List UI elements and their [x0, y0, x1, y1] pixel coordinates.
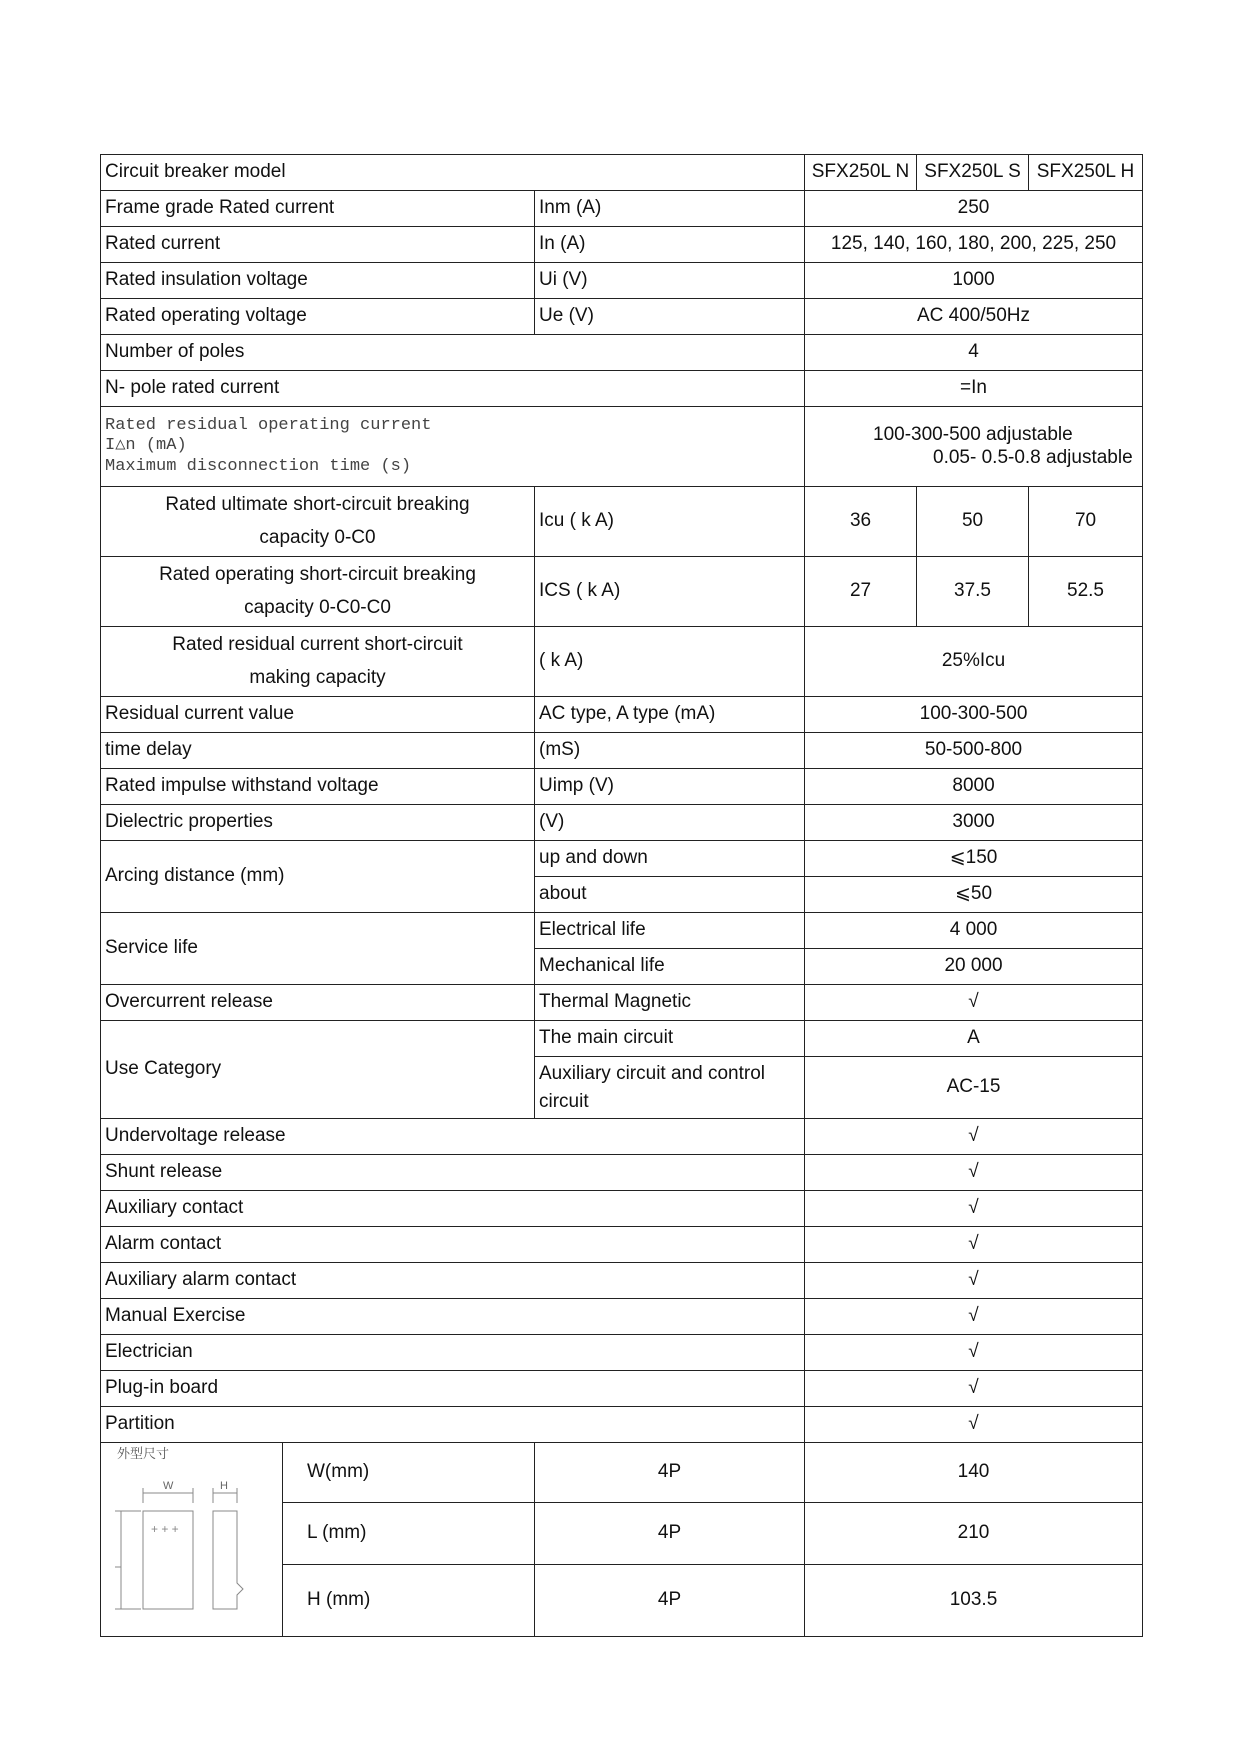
residual-label-line1: Rated residual operating current: [105, 415, 432, 435]
dielectric-value: 3000: [805, 805, 1143, 841]
dielectric-label: Dielectric properties: [101, 805, 535, 841]
making-unit: ( k A): [535, 627, 805, 697]
service-label: Service life: [101, 913, 535, 985]
making-label-line1: Rated residual current short-circuit: [172, 634, 463, 656]
accessory-check: √: [805, 1371, 1143, 1407]
dielectric-row: [101, 805, 1143, 841]
frame-row: [101, 191, 1143, 227]
arcing-value-updown: ⩽150: [805, 841, 1143, 877]
icu-value-n: 36: [805, 487, 917, 557]
operating-voltage-unit: Ue (V): [535, 299, 805, 335]
ics-value-h: 52.5: [1029, 557, 1143, 627]
accessory-row: [101, 1407, 1143, 1443]
residual-value: [805, 407, 1143, 487]
icu-label: [101, 487, 535, 557]
dimension-sketch: [101, 1443, 283, 1637]
ics-row: [101, 557, 1143, 627]
accessory-label: Shunt release: [101, 1155, 805, 1191]
poles-value: 4: [805, 335, 1143, 371]
category-value-aux: AC-15: [805, 1057, 1143, 1119]
accessory-label: Alarm contact: [101, 1227, 805, 1263]
time-delay-label: time delay: [101, 733, 535, 769]
icu-row: [101, 487, 1143, 557]
accessory-row: [101, 1371, 1143, 1407]
residual-label-line2: I△n (mA): [105, 436, 187, 456]
residual-label-line3: Maximum disconnection time (s): [105, 456, 412, 476]
model-h: SFX250L H: [1029, 155, 1143, 191]
accessory-row: [101, 1227, 1143, 1263]
residual-label: [101, 407, 805, 487]
n-pole-label: N- pole rated current: [101, 371, 805, 407]
accessory-check: √: [805, 1227, 1143, 1263]
service-sub-mechanical: Mechanical life: [535, 949, 805, 985]
accessory-row: [101, 1155, 1143, 1191]
impulse-label: Rated impulse withstand voltage: [101, 769, 535, 805]
icu-value-h: 70: [1029, 487, 1143, 557]
side-view-outline: [213, 1511, 243, 1609]
arcing-value-about: ⩽50: [805, 877, 1143, 913]
service-value-electrical: 4 000: [805, 913, 1143, 949]
overcurrent-unit: Thermal Magnetic: [535, 985, 805, 1021]
frame-label: Frame grade Rated current: [101, 191, 535, 227]
service-row-1: [101, 913, 1143, 949]
rated-current-unit: In (A): [535, 227, 805, 263]
arcing-sub-updown: up and down: [535, 841, 805, 877]
category-sub-aux: [535, 1057, 805, 1119]
accessory-label: Partition: [101, 1407, 805, 1443]
n-pole-row: [101, 371, 1143, 407]
frame-unit: Inm (A): [535, 191, 805, 227]
dimension-label: L (mm): [283, 1503, 535, 1565]
sketch-marks: + + +: [151, 1521, 179, 1536]
dimension-poles: 4P: [535, 1565, 805, 1637]
dimension-value: 103.5: [805, 1565, 1143, 1637]
ics-label-line1: Rated operating short-circuit breaking: [159, 564, 476, 586]
accessory-label: Electrician: [101, 1335, 805, 1371]
category-sub-aux-line1: Auxiliary circuit and control: [539, 1062, 765, 1084]
rated-current-value: 125, 140, 160, 180, 200, 225, 250: [805, 227, 1143, 263]
insulation-label: Rated insulation voltage: [101, 263, 535, 299]
operating-voltage-row: [101, 299, 1143, 335]
residual-current-label: Residual current value: [101, 697, 535, 733]
accessory-check: √: [805, 1191, 1143, 1227]
category-row-1: [101, 1021, 1143, 1057]
service-value-mechanical: 20 000: [805, 949, 1143, 985]
dimension-label: H (mm): [283, 1565, 535, 1637]
ics-value-s: 37.5: [917, 557, 1029, 627]
accessory-label: Auxiliary alarm contact: [101, 1263, 805, 1299]
residual-current-unit: AC type, A type (mA): [535, 697, 805, 733]
residual-value-row: [101, 697, 1143, 733]
accessory-check: √: [805, 1155, 1143, 1191]
icu-unit: Icu ( k A): [535, 487, 805, 557]
rated-current-row: [101, 227, 1143, 263]
making-label: [101, 627, 535, 697]
impulse-value: 8000: [805, 769, 1143, 805]
accessory-label: Undervoltage release: [101, 1119, 805, 1155]
n-pole-value: =In: [805, 371, 1143, 407]
overcurrent-value: √: [805, 985, 1143, 1021]
model-s: SFX250L S: [917, 155, 1029, 191]
model-label: Circuit breaker model: [101, 155, 805, 191]
sketch-w-label: W: [163, 1479, 174, 1492]
operating-voltage-label: Rated operating voltage: [101, 299, 535, 335]
overcurrent-row: [101, 985, 1143, 1021]
ics-value-n: 27: [805, 557, 917, 627]
accessory-check: √: [805, 1299, 1143, 1335]
dimension-poles: 4P: [535, 1503, 805, 1565]
model-row: [101, 155, 1143, 191]
residual-current-value: 100-300-500: [805, 697, 1143, 733]
icu-value-s: 50: [917, 487, 1029, 557]
icu-label-line2: capacity 0-C0: [259, 526, 376, 548]
model-n: SFX250L N: [805, 155, 917, 191]
breaker-outline-drawing: [101, 1463, 271, 1623]
frame-value: 250: [805, 191, 1143, 227]
time-delay-row: [101, 733, 1143, 769]
spec-table: [100, 154, 1143, 1637]
accessory-check: √: [805, 1263, 1143, 1299]
accessory-row: [101, 1263, 1143, 1299]
sketch-title: 外型尺寸: [117, 1447, 170, 1462]
impulse-unit: Uimp (V): [535, 769, 805, 805]
dimension-poles: 4P: [535, 1443, 805, 1503]
accessory-label: Plug-in board: [101, 1371, 805, 1407]
making-row: [101, 627, 1143, 697]
impulse-row: [101, 769, 1143, 805]
category-value-main: A: [805, 1021, 1143, 1057]
service-sub-electrical: Electrical life: [535, 913, 805, 949]
accessory-row: [101, 1335, 1143, 1371]
accessory-row: [101, 1119, 1143, 1155]
operating-voltage-value: AC 400/50Hz: [805, 299, 1143, 335]
accessory-check: √: [805, 1119, 1143, 1155]
arcing-row-1: [101, 841, 1143, 877]
accessory-row: [101, 1191, 1143, 1227]
icu-label-line1: Rated ultimate short-circuit breaking: [165, 494, 470, 516]
insulation-unit: Ui (V): [535, 263, 805, 299]
dimension-value: 210: [805, 1503, 1143, 1565]
category-sub-main: The main circuit: [535, 1021, 805, 1057]
dielectric-unit: (V): [535, 805, 805, 841]
category-label: Use Category: [101, 1021, 535, 1119]
making-value: 25%Icu: [805, 627, 1143, 697]
ics-label-line2: capacity 0-C0-C0: [244, 596, 391, 618]
insulation-row: [101, 263, 1143, 299]
residual-row: [101, 407, 1143, 487]
poles-label: Number of poles: [101, 335, 805, 371]
arcing-sub-about: about: [535, 877, 805, 913]
rated-current-label: Rated current: [101, 227, 535, 263]
dimension-row: [101, 1443, 1143, 1503]
accessory-row: [101, 1299, 1143, 1335]
accessory-label: Auxiliary contact: [101, 1191, 805, 1227]
overcurrent-label: Overcurrent release: [101, 985, 535, 1021]
accessory-label: Manual Exercise: [101, 1299, 805, 1335]
residual-value-line1: 100-300-500 adjustable: [873, 423, 1073, 445]
accessory-check: √: [805, 1335, 1143, 1371]
time-delay-unit: (mS): [535, 733, 805, 769]
residual-value-line2: 0.05- 0.5-0.8 adjustable: [933, 446, 1133, 468]
dimension-value: 140: [805, 1443, 1143, 1503]
poles-row: [101, 335, 1143, 371]
arcing-label: Arcing distance (mm): [101, 841, 535, 913]
making-label-line2: making capacity: [249, 666, 386, 688]
category-sub-aux-line2: circuit: [539, 1090, 589, 1112]
dimension-label: W(mm): [283, 1443, 535, 1503]
insulation-value: 1000: [805, 263, 1143, 299]
time-delay-value: 50-500-800: [805, 733, 1143, 769]
accessory-check: √: [805, 1407, 1143, 1443]
ics-label: [101, 557, 535, 627]
sketch-h-label: H: [220, 1479, 228, 1492]
ics-unit: ICS ( k A): [535, 557, 805, 627]
